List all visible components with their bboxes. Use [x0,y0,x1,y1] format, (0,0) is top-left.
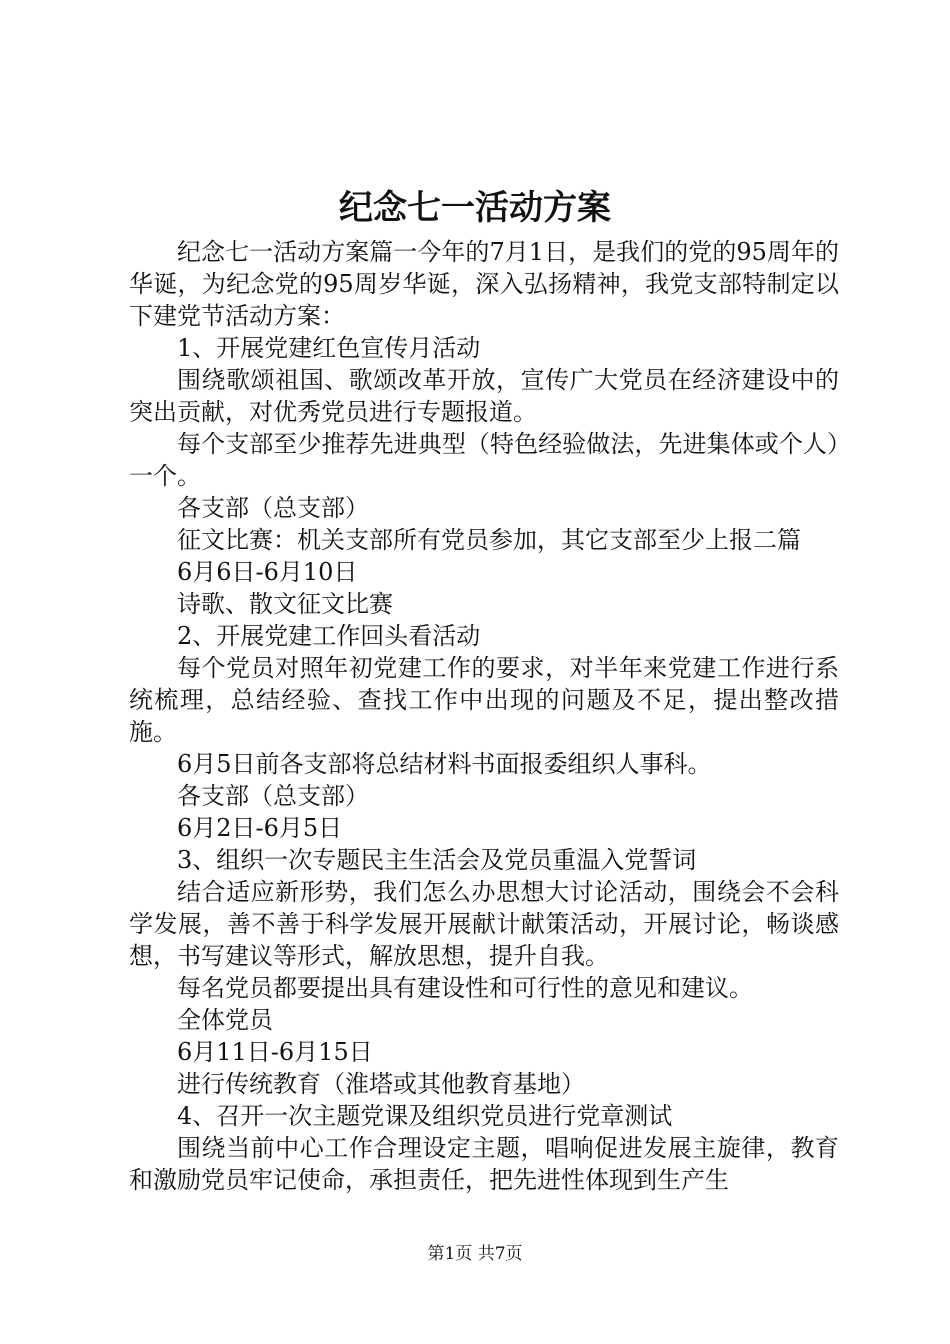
paragraph: 各支部（总支部） [177,782,369,810]
paragraph: 全体党员 [177,1006,273,1034]
paragraph: 每个党员对照年初党建工作的要求，对半年来党建工作进行系统梳理，总结经验、查找工作中出现的问题及不足，提出整改措施。 [129,654,839,746]
document-title: 纪念七一活动方案 [339,188,611,228]
paragraph: 每个支部至少推荐先进典型（特色经验做法，先进集体或个人）一个。 [129,430,839,490]
paragraph: 诗歌、散文征文比赛 [177,590,393,618]
paragraph: 各支部（总支部） [177,494,369,522]
paragraph: 6月11日-6月15日 [177,1038,373,1066]
paragraph: 每名党员都要提出具有建设性和可行性的意见和建议。 [177,974,753,1002]
paragraph: 纪念七一活动方案篇一今年的7月1日，是我们的党的95周年的华诞，为纪念党的95周岁华诞，深入弘扬精神，我党支部特制定以下建党节活动方案： [129,238,839,330]
paragraph: 征文比赛：机关支部所有党员参加，其它支部至少上报二篇 [177,526,801,554]
paragraph: 结合适应新形势，我们怎么办思想大讨论活动，围绕会不会科学发展，善不善于科学发展开展献计献策活动，开展讨论，畅谈感想，书写建议等形式，解放思想，提升自我。 [129,878,839,970]
section-heading: 1、开展党建红色宣传月活动 [177,334,481,362]
document-body [129,236,839,1196]
paragraph: 围绕歌颂祖国、歌颂改革开放，宣传广大党员在经济建设中的突出贡献，对优秀党员进行专题报道。 [129,366,839,426]
paragraph: 进行传统教育（淮塔或其他教育基地） [177,1070,585,1098]
section-heading: 2、开展党建工作回头看活动 [177,622,481,650]
paragraph: 6月6日-6月10日 [177,558,358,586]
paragraph: 围绕当前中心工作合理设定主题，唱响促进发展主旋律，教育和激励党员牢记使命，承担责任，把先进性体现到生产生 [129,1134,839,1194]
section-heading: 4、召开一次主题党课及组织党员进行党章测试 [177,1102,673,1130]
paragraph: 6月2日-6月5日 [177,814,343,842]
section-heading: 3、组织一次专题民主生活会及党员重温入党誓词 [177,846,697,874]
paragraph: 6月5日前各支部将总结材料书面报委组织人事科。 [177,750,712,778]
page-footer: 第1页 共7页 [427,1244,523,1264]
